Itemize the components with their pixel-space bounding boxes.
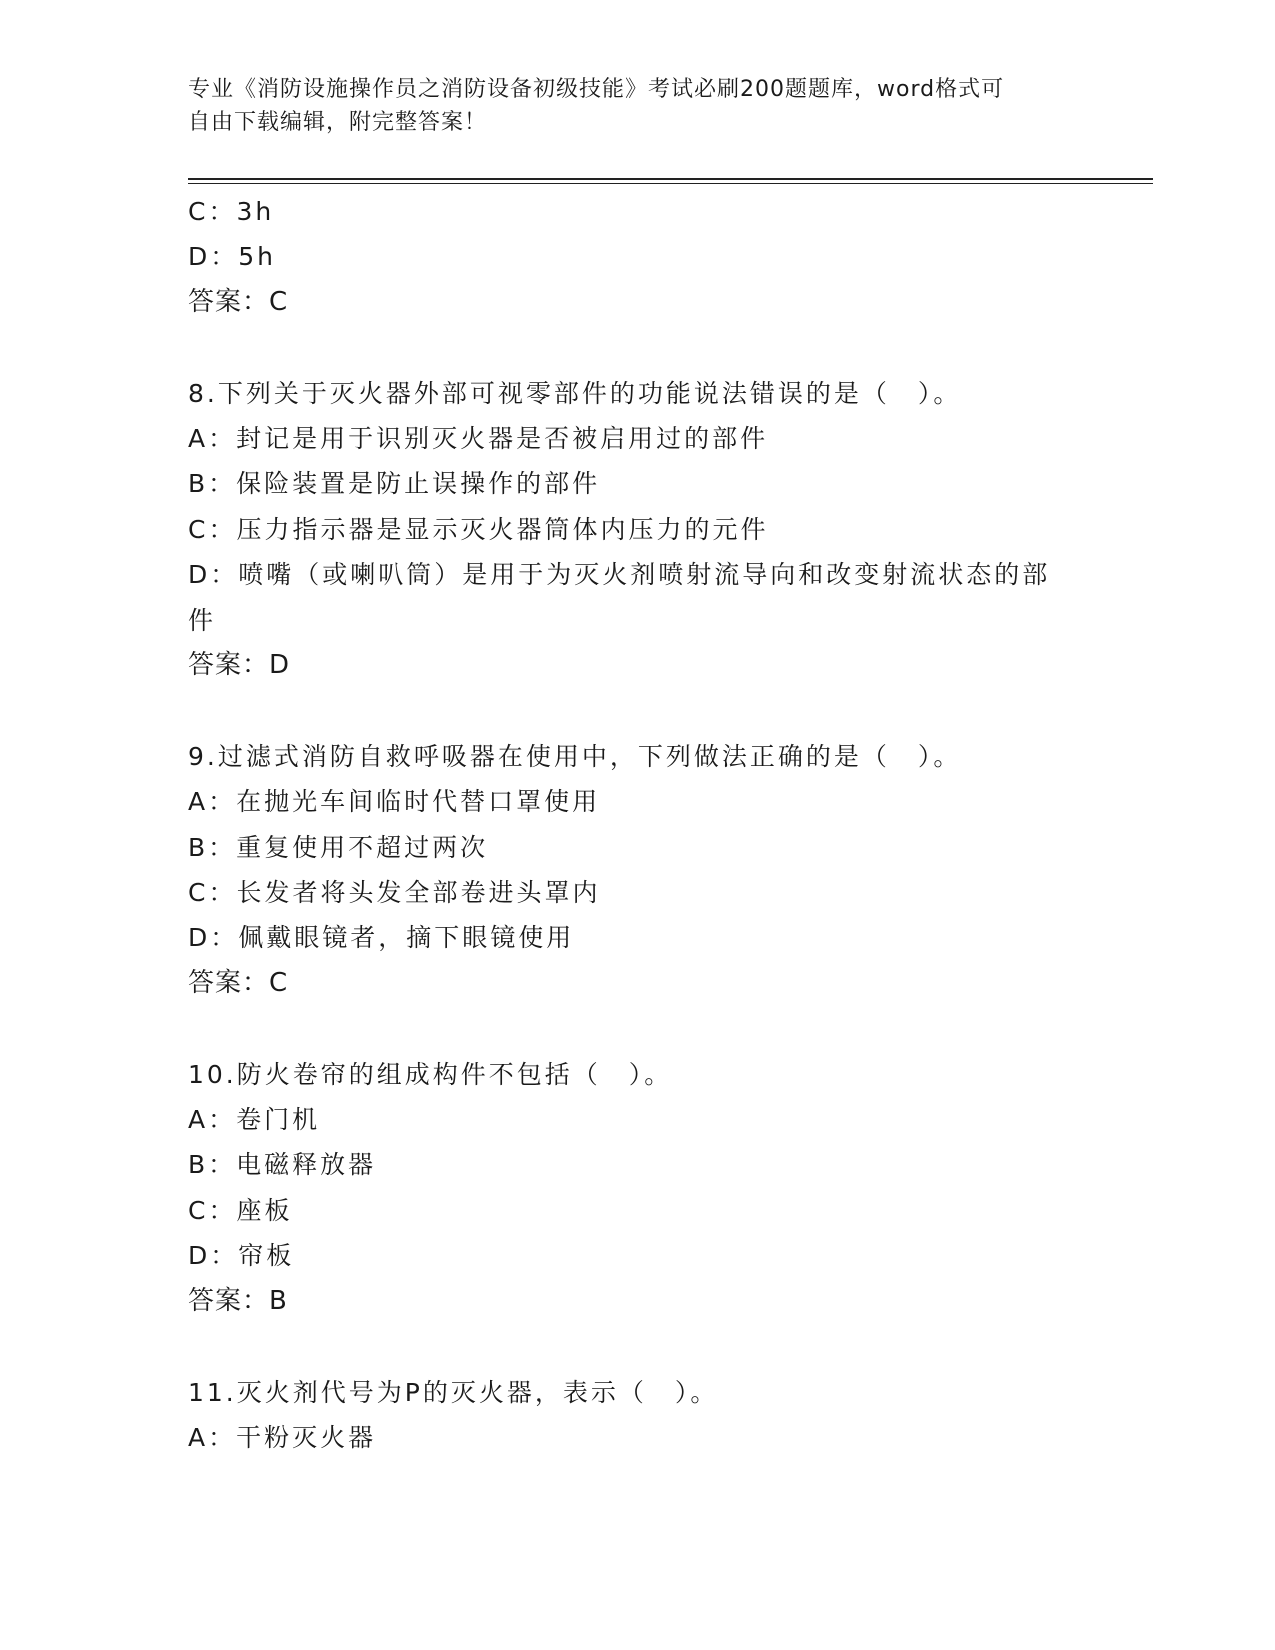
question-10 bbox=[188, 1052, 1088, 1324]
question-stem: 9.过滤式消防自救呼吸器在使用中，下列做法正确的是（ ）。 bbox=[188, 741, 962, 771]
answer-line: 答案：C bbox=[188, 286, 289, 317]
question-9 bbox=[188, 734, 1088, 1006]
option-a: A：封记是用于识别灭火器是否被启用过的部件 bbox=[188, 424, 769, 454]
answer-line: 答案：D bbox=[188, 650, 291, 681]
header-divider-thin bbox=[188, 183, 1153, 184]
option-b: B：保险装置是防止误操作的部件 bbox=[188, 469, 601, 499]
spacer bbox=[188, 325, 1088, 370]
option-c: C：长发者将头发全部卷进头罩内 bbox=[188, 878, 601, 908]
header-line-1: 专业《消防设施操作员之消防设备初级技能》考试必刷200题题库，word格式可 bbox=[188, 77, 1005, 102]
question-11 bbox=[188, 1370, 1088, 1461]
option-d: D：佩戴眼镜者，摘下眼镜使用 bbox=[188, 923, 575, 953]
option-c: C：座板 bbox=[188, 1195, 293, 1225]
option-d: D：帘板 bbox=[188, 1241, 295, 1271]
answer-line: 答案：B bbox=[188, 1285, 288, 1316]
option-a: A：在抛光车间临时代替口罩使用 bbox=[188, 787, 601, 817]
option-d: D：5h bbox=[188, 242, 277, 272]
question-stem: 8.下列关于灭火器外部可视零部件的功能说法错误的是（ ）。 bbox=[188, 378, 962, 408]
spacer bbox=[188, 1006, 1088, 1051]
option-a: A：干粉灭火器 bbox=[188, 1422, 377, 1452]
header-line-2: 自由下载编辑，附完整答案！ bbox=[188, 110, 488, 135]
option-b: B：重复使用不超过两次 bbox=[188, 832, 489, 862]
question-continued bbox=[188, 189, 1088, 325]
option-d: D：喷嘴（或喇叭筒）是用于为灭火剂喷射流导向和改变射流状态的部件 bbox=[188, 560, 1051, 635]
header-divider-thick bbox=[188, 178, 1153, 180]
question-stem: 11.灭火剂代号为P的灭火器，表示（ ）。 bbox=[188, 1377, 719, 1407]
document-header bbox=[188, 73, 1068, 139]
question-8 bbox=[188, 371, 1088, 689]
answer-line: 答案：C bbox=[188, 967, 289, 998]
option-a: A：卷门机 bbox=[188, 1105, 321, 1135]
option-b: B：电磁释放器 bbox=[188, 1150, 377, 1180]
spacer bbox=[188, 1324, 1088, 1369]
question-list bbox=[188, 189, 1088, 1460]
option-c: C：3h bbox=[188, 197, 275, 226]
spacer bbox=[188, 688, 1088, 733]
question-stem: 10.防火卷帘的组成构件不包括（ ）。 bbox=[188, 1059, 673, 1089]
option-c: C：压力指示器是显示灭火器筒体内压力的元件 bbox=[188, 514, 769, 544]
